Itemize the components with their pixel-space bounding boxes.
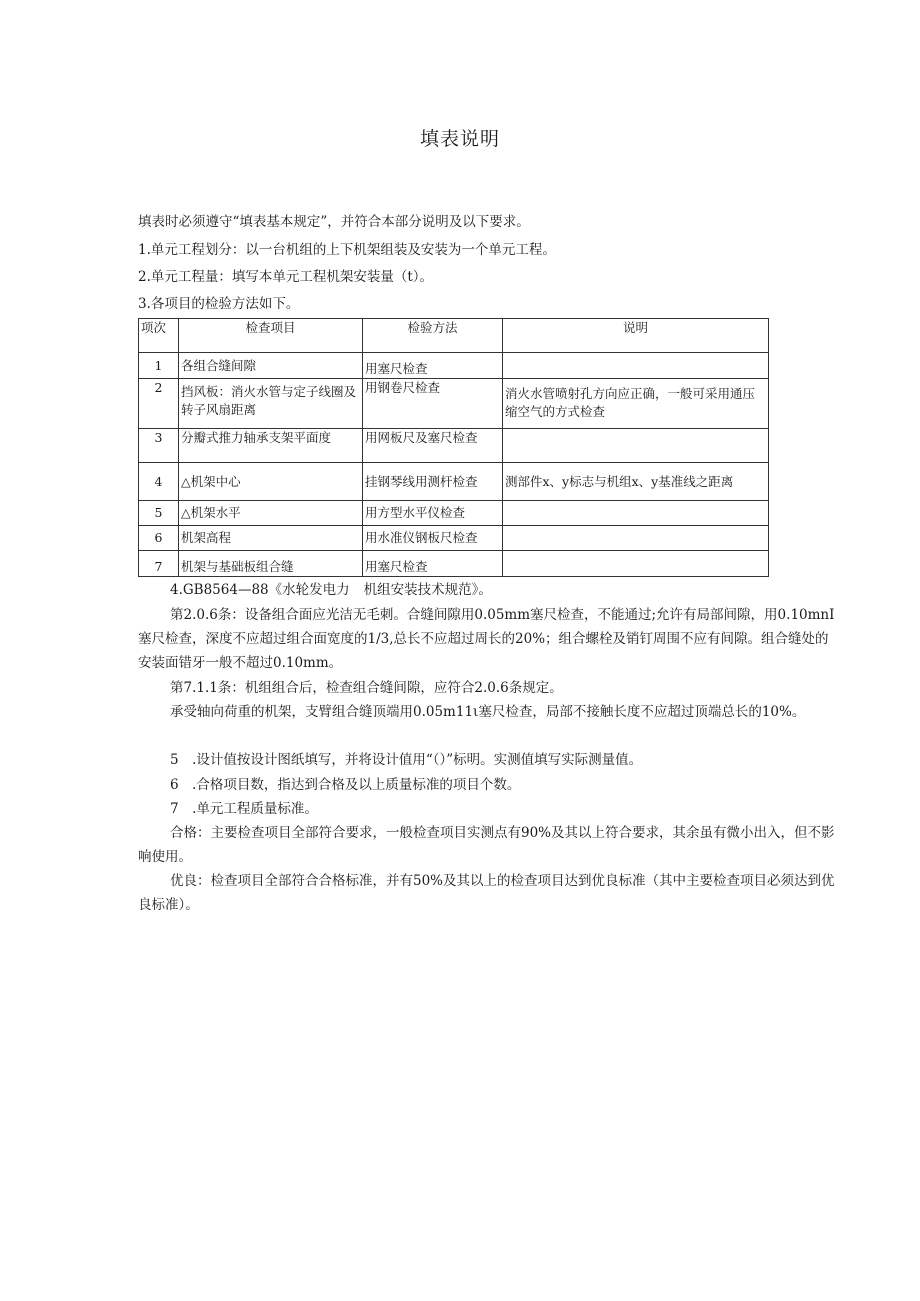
row-note: [503, 551, 769, 577]
row-item: △机架水平: [179, 501, 363, 526]
row-method: 挂钢琴线用测杆检查: [363, 463, 503, 501]
header-method: 检验方法: [363, 319, 503, 353]
axial-load-paragraph: 承受轴向荷重的机架，支臂组合缝顶端用0.05m11ι塞尺检查，局部不接触长度不应超过顶端总长的10%。: [170, 704, 806, 720]
row-item: 机架高程: [179, 526, 363, 551]
intro-line: 2.单元工程量：填写本单元工程机架安装量（t）。: [138, 269, 434, 285]
standard-reference-line: [170, 580, 492, 600]
row-item: 分瓣式推力轴承支架平面度: [179, 429, 363, 463]
row-item: 各组合缝间隙: [179, 353, 363, 379]
intro-line: 1.单元工程划分：以一台机组的上下机架组装及安装为一个单元工程。: [138, 242, 556, 258]
table-row: [139, 379, 769, 429]
intro-line: 3.各项目的检验方法如下。: [138, 296, 300, 312]
table-row: [139, 463, 769, 501]
row-item: △机架中心: [179, 463, 363, 501]
row-note: [503, 526, 769, 551]
item-5: 5 .设计值按设计图纸填写，并将设计值用“（）”标明。实测值填写实际测量值。: [170, 752, 643, 768]
table-row: [139, 526, 769, 551]
table-row: [139, 501, 769, 526]
table-row: [139, 551, 769, 577]
header-no: 项次: [139, 319, 179, 353]
row-item: 机架与基础板组合缝: [179, 551, 363, 577]
table-row: [139, 429, 769, 463]
header-note: 说明: [503, 319, 769, 353]
inspection-method-table: [138, 318, 769, 577]
row-note: [503, 501, 769, 526]
row-note: [503, 353, 769, 379]
row-no: 5: [139, 501, 179, 526]
clause-2-0-6: 第2.0.6条：设备组合面应光洁无毛刺。合缝间隙用0.05mm塞尺检查，不能通过;允许有局部间隙，用0.10mnI塞尺检查，深度不应超过组合面宽度的1/3,总长不应超过周长的20%；组合螺栓及销钉周围不应有间隙。组合缝处的安装面错牙一般不超过0.10mm。: [138, 607, 835, 671]
clause-7-1-1: 第7.1.1条：机组组合后，检查组合缝间隙，应符合2.0.6条规定。: [170, 680, 563, 696]
intro-line: 填表时必须遵守“填表基本规定”，并符合本部分说明及以下要求。: [138, 214, 530, 230]
row-no: 7: [139, 551, 179, 577]
row-method: 用塞尺检查: [363, 551, 503, 577]
row-method: 用方型水平仪检查: [363, 501, 503, 526]
row-method: 用塞尺检查: [363, 353, 503, 379]
row-note: [503, 429, 769, 463]
row-no: 2: [139, 379, 179, 429]
standard-reference-part2: 机组安装技术规范》。: [363, 582, 492, 598]
row-no: 1: [139, 353, 179, 379]
page-title: 填表说明: [419, 128, 500, 150]
row-no: 6: [139, 526, 179, 551]
excellent-standard: 优良：检查项目全部符合合格标准，并有50%及其以上的检查项目达到优良标准（其中主要检查项目必须达到优良标准）。: [138, 873, 835, 913]
header-item: 检查项目: [179, 319, 363, 353]
pass-standard: 合格：主要检查项目全部符合要求，一般检查项目实测点有90%及其以上符合要求，其余虽有微小出入，但不影响使用。: [138, 825, 835, 865]
item-7: 7 .单元工程质量标准。: [170, 801, 318, 817]
table-row: [139, 353, 769, 379]
row-note: 消火水管喷射孔方向应正确，一般可采用通压缩空气的方式检查: [503, 379, 769, 429]
row-method: 用网板尺及塞尺检查: [363, 429, 503, 463]
row-method: 用钢卷尺检查: [363, 379, 503, 429]
item-6: 6 .合格项目数，指达到合格及以上质量标准的项目个数。: [170, 777, 521, 793]
row-item: 挡风板：消火水管与定子线圈及转子风扇距离: [179, 379, 363, 429]
row-note: 测部件x、y标志与机组x、y基准线之距离: [503, 463, 769, 501]
row-no: 3: [139, 429, 179, 463]
standard-reference-part1: 4.GB8564—88《水轮发电力: [170, 582, 350, 598]
table-header-row: [139, 319, 769, 353]
row-method: 用水准仪钢板尺检查: [363, 526, 503, 551]
row-no: 4: [139, 463, 179, 501]
